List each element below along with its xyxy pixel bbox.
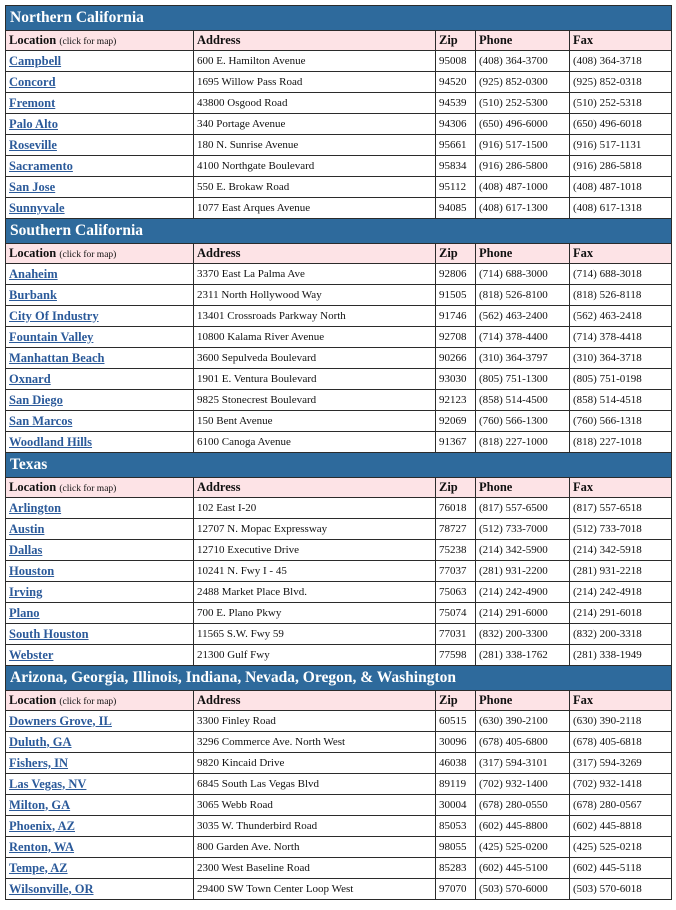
zip-cell: 95834 [436, 156, 476, 177]
city-cell [6, 816, 194, 837]
address-cell: 12707 N. Mopac Expressway [194, 519, 436, 540]
table-row [6, 582, 672, 603]
address-cell: 1695 Willow Pass Road [194, 72, 436, 93]
city-link-south-houston[interactable]: South Houston [9, 626, 89, 641]
city-cell [6, 369, 194, 390]
zip-cell: 90266 [436, 348, 476, 369]
address-column-header: Address [194, 244, 436, 264]
address-cell: 6100 Canoga Avenue [194, 432, 436, 453]
zip-cell: 60515 [436, 711, 476, 732]
city-cell [6, 774, 194, 795]
zip-cell: 95661 [436, 135, 476, 156]
phone-cell: (503) 570-6000 [476, 879, 570, 900]
fax-cell: (714) 378-4418 [570, 327, 672, 348]
zip-cell: 77031 [436, 624, 476, 645]
table-row [6, 711, 672, 732]
city-cell [6, 327, 194, 348]
region-header-row [6, 6, 672, 31]
table-row [6, 753, 672, 774]
table-row [6, 135, 672, 156]
zip-cell: 75238 [436, 540, 476, 561]
city-cell [6, 348, 194, 369]
table-row [6, 177, 672, 198]
address-cell: 3035 W. Thunderbird Road [194, 816, 436, 837]
address-column-header: Address [194, 691, 436, 711]
column-header-row [6, 691, 672, 711]
fax-column-header: Fax [570, 31, 672, 51]
city-link-sacramento[interactable]: Sacramento [9, 158, 73, 173]
zip-cell: 30096 [436, 732, 476, 753]
phone-cell: (817) 557-6500 [476, 498, 570, 519]
city-link-renton-wa[interactable]: Renton, WA [9, 839, 75, 854]
phone-cell: (805) 751-1300 [476, 369, 570, 390]
table-row [6, 411, 672, 432]
zip-cell: 46038 [436, 753, 476, 774]
address-cell: 10800 Kalama River Avenue [194, 327, 436, 348]
city-cell [6, 582, 194, 603]
region-title: Northern California [6, 6, 672, 31]
city-cell [6, 72, 194, 93]
phone-column-header: Phone [476, 244, 570, 264]
zip-cell: 77037 [436, 561, 476, 582]
fax-cell: (760) 566-1318 [570, 411, 672, 432]
zip-cell: 98055 [436, 837, 476, 858]
address-cell: 4100 Northgate Boulevard [194, 156, 436, 177]
zip-cell: 94306 [436, 114, 476, 135]
table-row [6, 432, 672, 453]
zip-cell: 91367 [436, 432, 476, 453]
fax-cell: (602) 445-5118 [570, 858, 672, 879]
address-cell: 13401 Crossroads Parkway North [194, 306, 436, 327]
phone-cell: (925) 852-0300 [476, 72, 570, 93]
city-link-fremont[interactable]: Fremont [9, 95, 56, 110]
city-link-tempe-az[interactable]: Tempe, AZ [9, 860, 68, 875]
city-cell [6, 753, 194, 774]
zip-cell: 89119 [436, 774, 476, 795]
address-cell: 1901 E. Ventura Boulevard [194, 369, 436, 390]
fax-cell: (408) 617-1318 [570, 198, 672, 219]
address-cell: 3370 East La Palma Ave [194, 264, 436, 285]
city-link-fountain-valley[interactable]: Fountain Valley [9, 329, 94, 344]
fax-cell: (714) 688-3018 [570, 264, 672, 285]
phone-cell: (602) 445-8800 [476, 816, 570, 837]
city-link-anaheim[interactable]: Anaheim [9, 266, 58, 281]
phone-cell: (630) 390-2100 [476, 711, 570, 732]
zip-cell: 92806 [436, 264, 476, 285]
table-row [6, 156, 672, 177]
city-cell [6, 540, 194, 561]
table-row [6, 498, 672, 519]
phone-cell: (678) 405-6800 [476, 732, 570, 753]
city-link-austin[interactable]: Austin [9, 521, 45, 536]
zip-column-header: Zip [436, 478, 476, 498]
phone-cell: (650) 496-6000 [476, 114, 570, 135]
city-link-manhattan-beach[interactable]: Manhattan Beach [9, 350, 105, 365]
zip-column-header: Zip [436, 31, 476, 51]
table-row [6, 645, 672, 666]
city-link-concord[interactable]: Concord [9, 74, 56, 89]
table-row [6, 285, 672, 306]
city-link-sunnyvale[interactable]: Sunnyvale [9, 200, 65, 215]
table-row [6, 561, 672, 582]
fax-column-header: Fax [570, 244, 672, 264]
phone-cell: (818) 227-1000 [476, 432, 570, 453]
city-cell [6, 264, 194, 285]
fax-cell: (281) 338-1949 [570, 645, 672, 666]
city-cell [6, 285, 194, 306]
phone-cell: (408) 617-1300 [476, 198, 570, 219]
fax-cell: (650) 496-6018 [570, 114, 672, 135]
fax-cell: (317) 594-3269 [570, 753, 672, 774]
city-cell [6, 156, 194, 177]
locations-table [5, 5, 672, 900]
fax-cell: (214) 291-6018 [570, 603, 672, 624]
address-cell: 2488 Market Place Blvd. [194, 582, 436, 603]
region-header-row [6, 666, 672, 691]
address-cell: 21300 Gulf Fwy [194, 645, 436, 666]
fax-cell: (310) 364-3718 [570, 348, 672, 369]
zip-column-header: Zip [436, 691, 476, 711]
phone-cell: (562) 463-2400 [476, 306, 570, 327]
location-header-note: (click for map) [59, 484, 117, 494]
region-header-row [6, 219, 672, 244]
table-row [6, 51, 672, 72]
phone-cell: (425) 525-0200 [476, 837, 570, 858]
zip-cell: 97070 [436, 879, 476, 900]
city-link-roseville[interactable]: Roseville [9, 137, 57, 152]
table-row [6, 732, 672, 753]
fax-column-header: Fax [570, 691, 672, 711]
fax-cell: (832) 200-3318 [570, 624, 672, 645]
zip-cell: 78727 [436, 519, 476, 540]
column-header-row [6, 244, 672, 264]
city-link-duluth-ga[interactable]: Duluth, GA [9, 734, 72, 749]
city-link-arlington[interactable]: Arlington [9, 500, 62, 515]
location-column-header [6, 31, 194, 51]
city-cell [6, 177, 194, 198]
table-row [6, 198, 672, 219]
phone-cell: (702) 932-1400 [476, 774, 570, 795]
city-link-city-of-industry[interactable]: City Of Industry [9, 308, 99, 323]
address-cell: 180 N. Sunrise Avenue [194, 135, 436, 156]
city-link-palo-alto[interactable]: Palo Alto [9, 116, 58, 131]
location-header-label: Location [9, 246, 57, 260]
zip-cell: 77598 [436, 645, 476, 666]
city-link-wilsonville-or[interactable]: Wilsonville, OR [9, 881, 94, 896]
fax-cell: (408) 487-1018 [570, 177, 672, 198]
zip-cell: 94539 [436, 93, 476, 114]
address-cell: 3065 Webb Road [194, 795, 436, 816]
phone-cell: (916) 517-1500 [476, 135, 570, 156]
address-cell: 600 E. Hamilton Avenue [194, 51, 436, 72]
fax-cell: (512) 733-7018 [570, 519, 672, 540]
address-cell: 9825 Stonecrest Boulevard [194, 390, 436, 411]
address-cell: 550 E. Brokaw Road [194, 177, 436, 198]
phone-cell: (317) 594-3101 [476, 753, 570, 774]
location-header-label: Location [9, 33, 57, 47]
phone-cell: (714) 378-4400 [476, 327, 570, 348]
address-cell: 340 Portage Avenue [194, 114, 436, 135]
fax-cell: (214) 342-5918 [570, 540, 672, 561]
city-cell [6, 603, 194, 624]
fax-cell: (678) 280-0567 [570, 795, 672, 816]
location-header-note: (click for map) [59, 37, 117, 47]
city-cell [6, 858, 194, 879]
city-cell [6, 198, 194, 219]
table-row [6, 837, 672, 858]
table-row [6, 390, 672, 411]
city-cell [6, 519, 194, 540]
region-title: Arizona, Georgia, Illinois, Indiana, Nevada, Oregon, & Washington [6, 666, 672, 691]
phone-column-header: Phone [476, 691, 570, 711]
phone-cell: (408) 364-3700 [476, 51, 570, 72]
address-cell: 6845 South Las Vegas Blvd [194, 774, 436, 795]
table-row [6, 114, 672, 135]
phone-cell: (714) 688-3000 [476, 264, 570, 285]
column-header-row [6, 478, 672, 498]
zip-cell: 92708 [436, 327, 476, 348]
table-row [6, 369, 672, 390]
city-link-san-jose[interactable]: San Jose [9, 179, 56, 194]
table-row [6, 540, 672, 561]
fax-cell: (562) 463-2418 [570, 306, 672, 327]
location-header-label: Location [9, 480, 57, 494]
table-row [6, 519, 672, 540]
fax-cell: (214) 242-4918 [570, 582, 672, 603]
phone-cell: (281) 931-2200 [476, 561, 570, 582]
city-cell [6, 879, 194, 900]
address-cell: 700 E. Plano Pkwy [194, 603, 436, 624]
zip-cell: 91505 [436, 285, 476, 306]
phone-cell: (214) 342-5900 [476, 540, 570, 561]
city-link-san-marcos[interactable]: San Marcos [9, 413, 73, 428]
city-cell [6, 135, 194, 156]
city-link-oxnard[interactable]: Oxnard [9, 371, 51, 386]
table-row [6, 264, 672, 285]
address-cell: 3296 Commerce Ave. North West [194, 732, 436, 753]
fax-cell: (408) 364-3718 [570, 51, 672, 72]
fax-cell: (425) 525-0218 [570, 837, 672, 858]
address-cell: 2300 West Baseline Road [194, 858, 436, 879]
address-cell: 2311 North Hollywood Way [194, 285, 436, 306]
phone-cell: (214) 291-6000 [476, 603, 570, 624]
city-cell [6, 561, 194, 582]
region-header-row [6, 453, 672, 478]
city-link-plano[interactable]: Plano [9, 605, 40, 620]
phone-cell: (408) 487-1000 [476, 177, 570, 198]
zip-column-header: Zip [436, 244, 476, 264]
phone-cell: (281) 338-1762 [476, 645, 570, 666]
zip-cell: 85053 [436, 816, 476, 837]
address-cell: 1077 East Arques Avenue [194, 198, 436, 219]
city-link-woodland-hills[interactable]: Woodland Hills [9, 434, 93, 449]
city-link-irving[interactable]: Irving [9, 584, 43, 599]
phone-cell: (760) 566-1300 [476, 411, 570, 432]
table-row [6, 306, 672, 327]
city-link-burbank[interactable]: Burbank [9, 287, 57, 302]
fax-cell: (817) 557-6518 [570, 498, 672, 519]
zip-cell: 92123 [436, 390, 476, 411]
table-row [6, 327, 672, 348]
table-row [6, 858, 672, 879]
address-cell: 3300 Finley Road [194, 711, 436, 732]
phone-cell: (678) 280-0550 [476, 795, 570, 816]
table-row [6, 816, 672, 837]
phone-cell: (916) 286-5800 [476, 156, 570, 177]
location-column-header [6, 691, 194, 711]
city-cell [6, 93, 194, 114]
city-link-phoenix-az[interactable]: Phoenix, AZ [9, 818, 75, 833]
phone-column-header: Phone [476, 478, 570, 498]
city-link-fishers-in[interactable]: Fishers, IN [9, 755, 69, 770]
zip-cell: 92069 [436, 411, 476, 432]
zip-cell: 95112 [436, 177, 476, 198]
city-cell [6, 306, 194, 327]
phone-cell: (818) 526-8100 [476, 285, 570, 306]
city-cell [6, 795, 194, 816]
zip-cell: 76018 [436, 498, 476, 519]
address-cell: 11565 S.W. Fwy 59 [194, 624, 436, 645]
zip-cell: 94520 [436, 72, 476, 93]
fax-cell: (503) 570-6018 [570, 879, 672, 900]
table-row [6, 795, 672, 816]
locations-page [5, 5, 671, 900]
city-cell [6, 645, 194, 666]
fax-cell: (916) 286-5818 [570, 156, 672, 177]
address-column-header: Address [194, 478, 436, 498]
city-cell [6, 624, 194, 645]
fax-cell: (281) 931-2218 [570, 561, 672, 582]
location-column-header [6, 244, 194, 264]
city-cell [6, 432, 194, 453]
table-row [6, 348, 672, 369]
city-cell [6, 732, 194, 753]
phone-cell: (214) 242-4900 [476, 582, 570, 603]
zip-cell: 75074 [436, 603, 476, 624]
address-cell: 3600 Sepulveda Boulevard [194, 348, 436, 369]
table-row [6, 879, 672, 900]
fax-cell: (510) 252-5318 [570, 93, 672, 114]
fax-cell: (818) 227-1018 [570, 432, 672, 453]
fax-cell: (630) 390-2118 [570, 711, 672, 732]
address-cell: 102 East I-20 [194, 498, 436, 519]
city-cell [6, 390, 194, 411]
phone-cell: (510) 252-5300 [476, 93, 570, 114]
zip-cell: 93030 [436, 369, 476, 390]
fax-column-header: Fax [570, 478, 672, 498]
region-title: Texas [6, 453, 672, 478]
address-cell: 29400 SW Town Center Loop West [194, 879, 436, 900]
table-row [6, 603, 672, 624]
phone-cell: (512) 733-7000 [476, 519, 570, 540]
fax-cell: (858) 514-4518 [570, 390, 672, 411]
zip-cell: 94085 [436, 198, 476, 219]
city-link-milton-ga[interactable]: Milton, GA [9, 797, 71, 812]
address-cell: 12710 Executive Drive [194, 540, 436, 561]
city-cell [6, 51, 194, 72]
table-row [6, 624, 672, 645]
city-link-campbell[interactable]: Campbell [9, 53, 62, 68]
phone-cell: (858) 514-4500 [476, 390, 570, 411]
fax-cell: (805) 751-0198 [570, 369, 672, 390]
city-link-downers-grove-il[interactable]: Downers Grove, IL [9, 713, 112, 728]
zip-cell: 75063 [436, 582, 476, 603]
table-row [6, 774, 672, 795]
phone-cell: (832) 200-3300 [476, 624, 570, 645]
column-header-row [6, 31, 672, 51]
zip-cell: 95008 [436, 51, 476, 72]
fax-cell: (678) 405-6818 [570, 732, 672, 753]
table-row [6, 72, 672, 93]
city-link-san-diego[interactable]: San Diego [9, 392, 63, 407]
address-cell: 43800 Osgood Road [194, 93, 436, 114]
fax-cell: (818) 526-8118 [570, 285, 672, 306]
table-row [6, 93, 672, 114]
fax-cell: (925) 852-0318 [570, 72, 672, 93]
address-column-header: Address [194, 31, 436, 51]
city-link-webster[interactable]: Webster [9, 647, 54, 662]
fax-cell: (916) 517-1131 [570, 135, 672, 156]
location-header-note: (click for map) [59, 250, 117, 260]
city-cell [6, 711, 194, 732]
address-cell: 150 Bent Avenue [194, 411, 436, 432]
zip-cell: 30004 [436, 795, 476, 816]
city-cell [6, 411, 194, 432]
phone-cell: (310) 364-3797 [476, 348, 570, 369]
city-link-las-vegas-nv[interactable]: Las Vegas, NV [9, 776, 87, 791]
zip-cell: 91746 [436, 306, 476, 327]
address-cell: 10241 N. Fwy I - 45 [194, 561, 436, 582]
city-cell [6, 498, 194, 519]
fax-cell: (602) 445-8818 [570, 816, 672, 837]
location-header-label: Location [9, 693, 57, 707]
region-title: Southern California [6, 219, 672, 244]
city-link-houston[interactable]: Houston [9, 563, 55, 578]
address-cell: 9820 Kincaid Drive [194, 753, 436, 774]
location-header-note: (click for map) [59, 697, 117, 707]
location-column-header [6, 478, 194, 498]
city-link-dallas[interactable]: Dallas [9, 542, 43, 557]
fax-cell: (702) 932-1418 [570, 774, 672, 795]
phone-cell: (602) 445-5100 [476, 858, 570, 879]
zip-cell: 85283 [436, 858, 476, 879]
address-cell: 800 Garden Ave. North [194, 837, 436, 858]
phone-column-header: Phone [476, 31, 570, 51]
city-cell [6, 837, 194, 858]
city-cell [6, 114, 194, 135]
